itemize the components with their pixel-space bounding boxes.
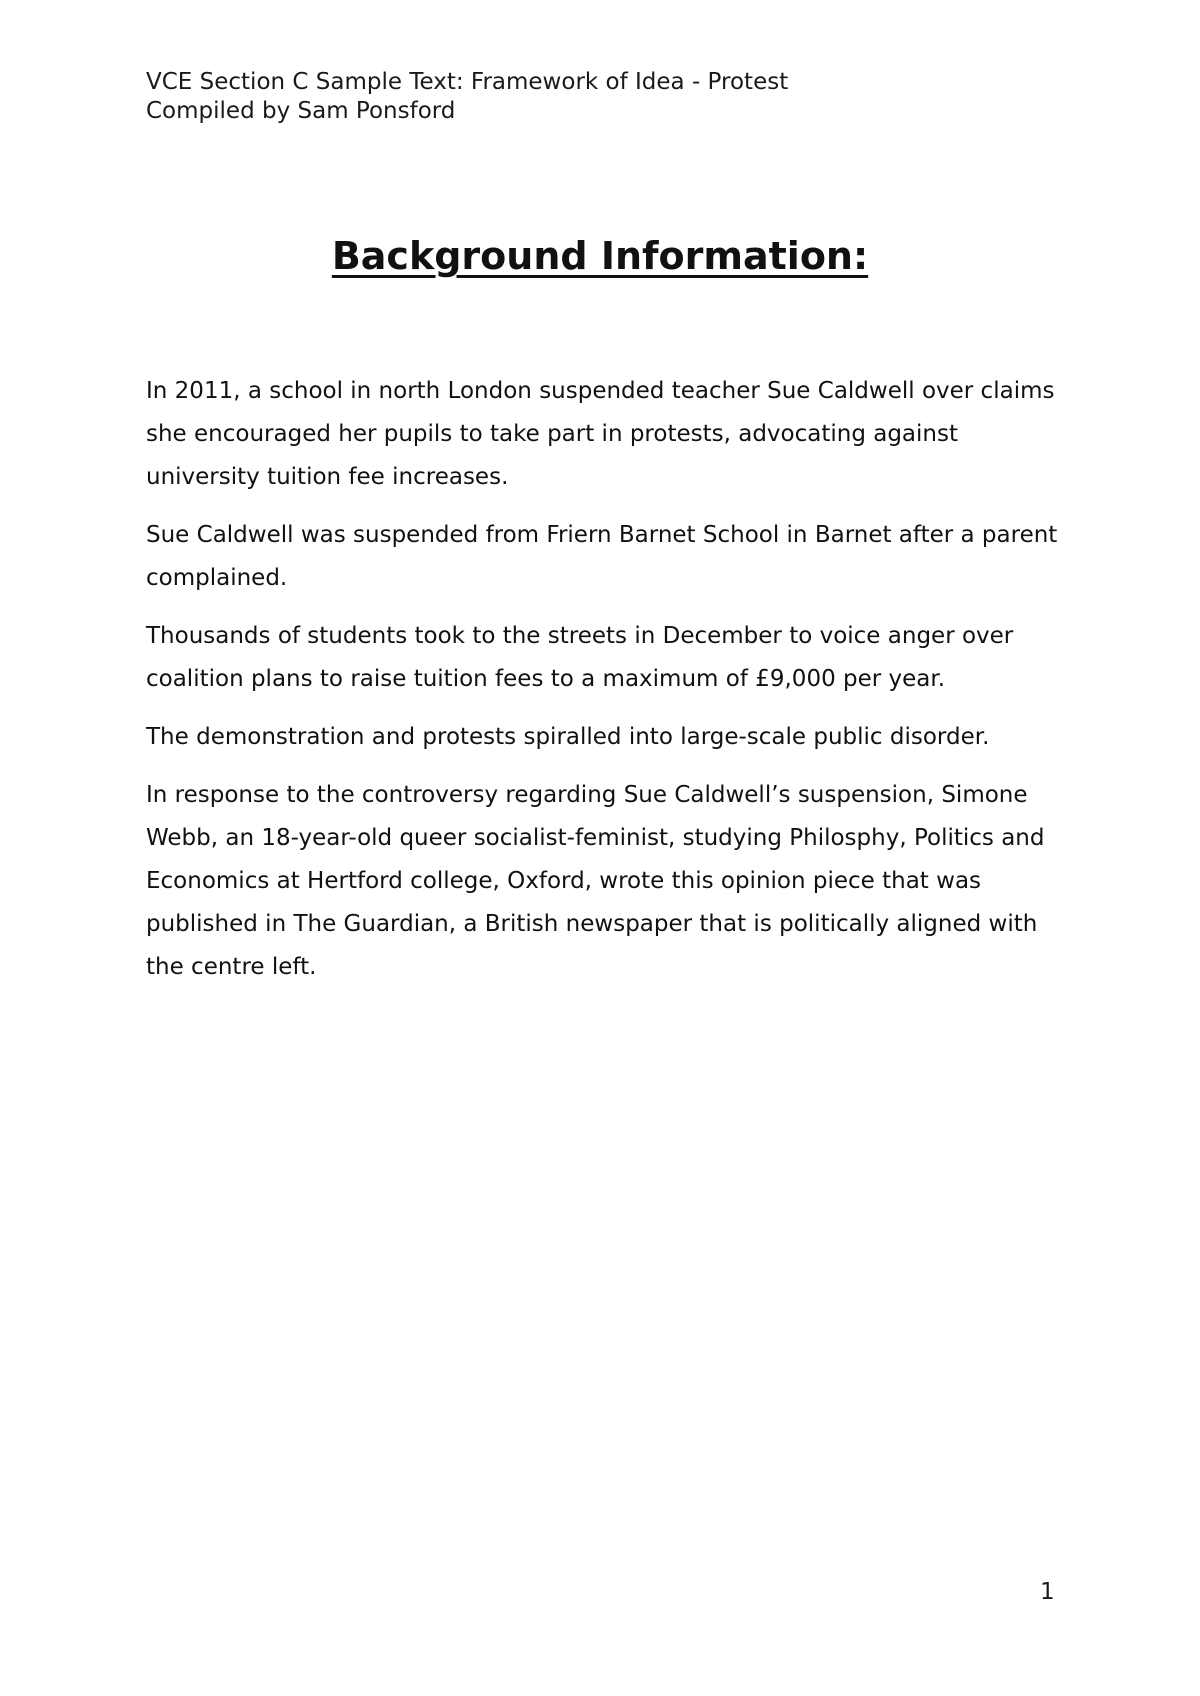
page-title-wrapper — [0, 232, 1200, 280]
paragraph-4: The demonstration and protests spiralled into large-scale public disorder. — [146, 724, 990, 750]
page-number: 1 — [1040, 1579, 1055, 1605]
page-header — [146, 68, 788, 126]
page-title: Background Information: — [331, 234, 869, 278]
paragraph-2: Sue Caldwell was suspended from Friern Barnet School in Barnet after a parent complained. — [146, 522, 1058, 591]
header-line-1: VCE Section C Sample Text: Framework of Idea - Protest — [146, 69, 789, 95]
paragraph-3: Thousands of students took to the streets in December to voice anger over coalition plans to raise tuition fees to a maximum of £9,000 per year. — [146, 623, 1014, 692]
document-body — [146, 370, 1066, 1004]
paragraph-1: In 2011, a school in north London suspended teacher Sue Caldwell over claims she encouraged her pupils to take part in protests, advocating against university tuition fee increases. — [146, 378, 1055, 490]
header-line-2: Compiled by Sam Ponsford — [146, 98, 456, 124]
paragraph-5: In response to the controversy regarding Sue Caldwell’s suspension, Simone Webb, an 18-year-old queer socialist-feminist, studying Philosphy, Politics and Economics at Hertford college, Oxford, wrote this opinion piece that was published in The Guardian, a British newspaper that is politically aligned with the centre left. — [146, 782, 1045, 980]
